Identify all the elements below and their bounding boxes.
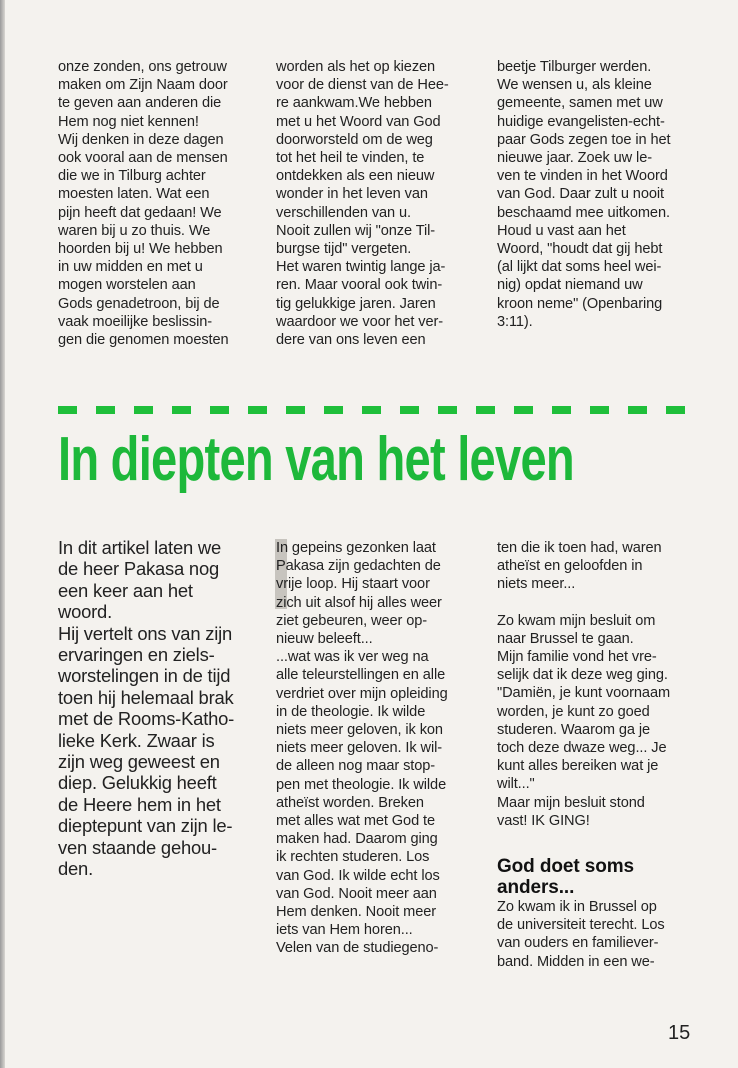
text-line: verschillenden van u. (276, 204, 412, 221)
top-column-2 (276, 58, 476, 349)
text-line: kroon neme" (Openbaring (497, 295, 663, 312)
article-headline: In diepten van het leven (58, 425, 574, 494)
text-line: kunt alles bereiken wat je (497, 758, 659, 775)
text-line: naar Brussel te gaan. (497, 630, 634, 647)
text-line: mogen worstelen aan (58, 277, 196, 294)
text-line: vrije loop. Hij staart voor (276, 576, 430, 593)
text-line: band. Midden in een we- (497, 953, 655, 970)
text-line: van God. Daar zult u nooit (497, 186, 664, 203)
text-line: worstelingen in de tijd (58, 665, 231, 687)
text-line: God doet soms (497, 856, 634, 878)
text-line: ren. Maar vooral ook twin- (276, 277, 443, 294)
text-line: in de theologie. Ik wilde (276, 703, 426, 720)
text-line: toen hij helemaal brak (58, 686, 234, 708)
text-line: hoorden bij u! We hebben (58, 241, 223, 258)
text-line: "Damiën, je kunt voornaam (497, 685, 671, 702)
text-line: 3:11). (497, 313, 533, 330)
text-line: Zo kwam mijn besluit om (497, 612, 656, 629)
text-line: huidige evangelisten-echt- (497, 113, 665, 130)
text-line: vast! IK GING! (497, 812, 590, 829)
text-line: de alleen nog maar stop- (276, 758, 436, 775)
text-line: In gepeins gezonken laat (276, 540, 436, 556)
body-col3-part-b (497, 612, 702, 830)
text-line: ik rechten studeren. Los (276, 849, 430, 866)
text-line: worden als het op kiezen (276, 59, 436, 75)
text-line: (al lijkt dat soms heel wei- (497, 259, 662, 276)
text-line: Mijn familie vond het vre- (497, 649, 657, 666)
body-column-2 (276, 539, 481, 958)
text-line: niets meer geloven. Ik wil- (276, 740, 443, 757)
text-line: Hem nog niet kennen! (58, 113, 199, 130)
text-line: met alles wat met God te (276, 813, 436, 830)
text-line: Velen van de studiegeno- (276, 940, 439, 957)
text-line: met u het Woord van God (276, 113, 441, 130)
text-line: waardoor we voor het ver- (276, 313, 444, 330)
text-line: van God. Ik wilde echt los (276, 867, 440, 884)
text-line: nig) opdat niemand uw (497, 277, 643, 294)
text-line: anders... (497, 877, 575, 899)
page-binding-edge (0, 0, 5, 1068)
text-line: Woord, "houdt dat gij hebt (497, 241, 663, 258)
top-column-3 (497, 58, 702, 331)
text-line: verdriet over mijn opleiding (276, 685, 448, 702)
text-line: burgse tijd" vergeten. (276, 241, 412, 258)
top-column-1 (58, 58, 258, 349)
body-col3-part-c (497, 898, 702, 971)
text-line: die we in Tilburg achter (58, 168, 206, 185)
text-line: Hem denken. Nooit meer (276, 904, 437, 921)
text-line: gen die genomen moesten (58, 332, 229, 349)
text-line: doorworsteld om de weg (276, 131, 433, 148)
text-line: atheïst en geloofden in (497, 558, 643, 575)
text-line: onze zonden, ons getrouw (58, 59, 227, 75)
text-line: Gods genadetroon, bij de (58, 295, 220, 312)
text-line: ervaringen en ziels- (58, 644, 215, 666)
text-line: iets van Hem horen... (276, 922, 413, 939)
text-line: vaak moeilijke beslissin- (58, 313, 213, 330)
text-line: studeren. Waarom ga je (497, 721, 651, 738)
text-line: zich uit alsof hij alles weer (276, 594, 442, 611)
text-line: ten die ik toen had, waren (497, 540, 662, 556)
text-line: niets meer geloven, ik kon (276, 722, 443, 739)
text-line: de Heere hem in het (58, 793, 221, 815)
text-line: voor de dienst van de Hee- (276, 77, 449, 94)
text-line: dieptepunt van zijn le- (58, 815, 233, 837)
text-line: wilt..." (497, 776, 535, 793)
text-line: woord. (58, 601, 112, 623)
text-line: den. (58, 858, 93, 880)
text-line: ven te vinden in het Woord (497, 168, 668, 185)
text-line: Maar mijn besluit stond (497, 794, 645, 811)
text-line: moesten laten. Wat een (58, 186, 210, 203)
text-line: ook vooral aan de mensen (58, 150, 228, 167)
text-line: de universiteit terecht. Los (497, 917, 665, 934)
text-line: wonder in het leven van (276, 186, 428, 203)
text-line: diep. Gelukkig heeft (58, 772, 217, 794)
text-line: Wij denken in deze dagen (58, 131, 224, 148)
text-line: re aankwam.We hebben (276, 95, 432, 112)
text-line: beetje Tilburger werden. (497, 59, 652, 75)
text-line: selijk dat ik deze weg ging. (497, 667, 668, 684)
text-line: Houd u vast aan het (497, 222, 626, 239)
text-line: de heer Pakasa nog (58, 558, 220, 580)
text-line: te geven aan anderen die (58, 95, 222, 112)
text-line: nieuw beleeft... (276, 631, 373, 648)
green-dash-divider (58, 406, 708, 414)
text-line: lieke Kerk. Zwaar is (58, 729, 215, 751)
page-number: 15 (668, 1022, 691, 1044)
text-line: alle teleurstellingen en alle (276, 667, 446, 684)
text-line: in uw midden en met u (58, 259, 203, 276)
text-line: Zo kwam ik in Brussel op (497, 899, 657, 916)
text-line: Het waren twintig lange ja- (276, 259, 446, 276)
text-line: tig gelukkige jaren. Jaren (276, 295, 436, 312)
text-line: ontdekken als een nieuw (276, 168, 435, 185)
text-line: van ouders en familiever- (497, 935, 659, 952)
text-line: zijn weg geweest en (58, 751, 220, 773)
text-line: Nooit zullen wij "onze Til- (276, 222, 436, 239)
text-line: We wensen u, als kleine (497, 77, 652, 94)
text-line: ven staande gehou- (58, 836, 217, 858)
text-line: worden, je kunt zo goed (497, 703, 650, 720)
body-col3-part-a (497, 539, 702, 594)
article-intro (58, 537, 258, 880)
text-line: waren bij u zo thuis. We (58, 222, 211, 239)
text-line: dere van ons leven een (276, 332, 426, 349)
body-column-3 (497, 539, 702, 971)
text-line: toch deze dwaze weg... Je (497, 740, 667, 757)
text-line: atheïst worden. Breken (276, 794, 424, 811)
text-line: niets meer... (497, 576, 576, 593)
text-line: ziet gebeuren, weer op- (276, 612, 428, 629)
text-line: paar Gods zegen toe in het (497, 131, 671, 148)
text-line: Pakasa zijn gedachten de (276, 558, 441, 575)
text-line: gemeente, samen met uw (497, 95, 663, 112)
text-line: een keer aan het (58, 579, 193, 601)
text-line: ...wat was ik ver weg na (276, 649, 429, 666)
text-line: In dit artikel laten we (58, 537, 222, 558)
text-line: met de Rooms-Katho- (58, 708, 235, 730)
text-line: nieuwe jaar. Zoek uw le- (497, 150, 652, 167)
text-line: van God. Nooit meer aan (276, 885, 437, 902)
text-line: pijn heeft dat gedaan! We (58, 204, 222, 221)
text-line: pen met theologie. Ik wilde (276, 776, 447, 793)
text-line: maken had. Daarom ging (276, 831, 438, 848)
text-line: tot het heil te vinden, te (276, 150, 425, 167)
text-line: Hij vertelt ons van zijn (58, 622, 233, 644)
text-line: beschaamd mee uitkomen. (497, 204, 670, 221)
text-line: maken om Zijn Naam door (58, 77, 228, 94)
section-subheading (497, 856, 702, 898)
